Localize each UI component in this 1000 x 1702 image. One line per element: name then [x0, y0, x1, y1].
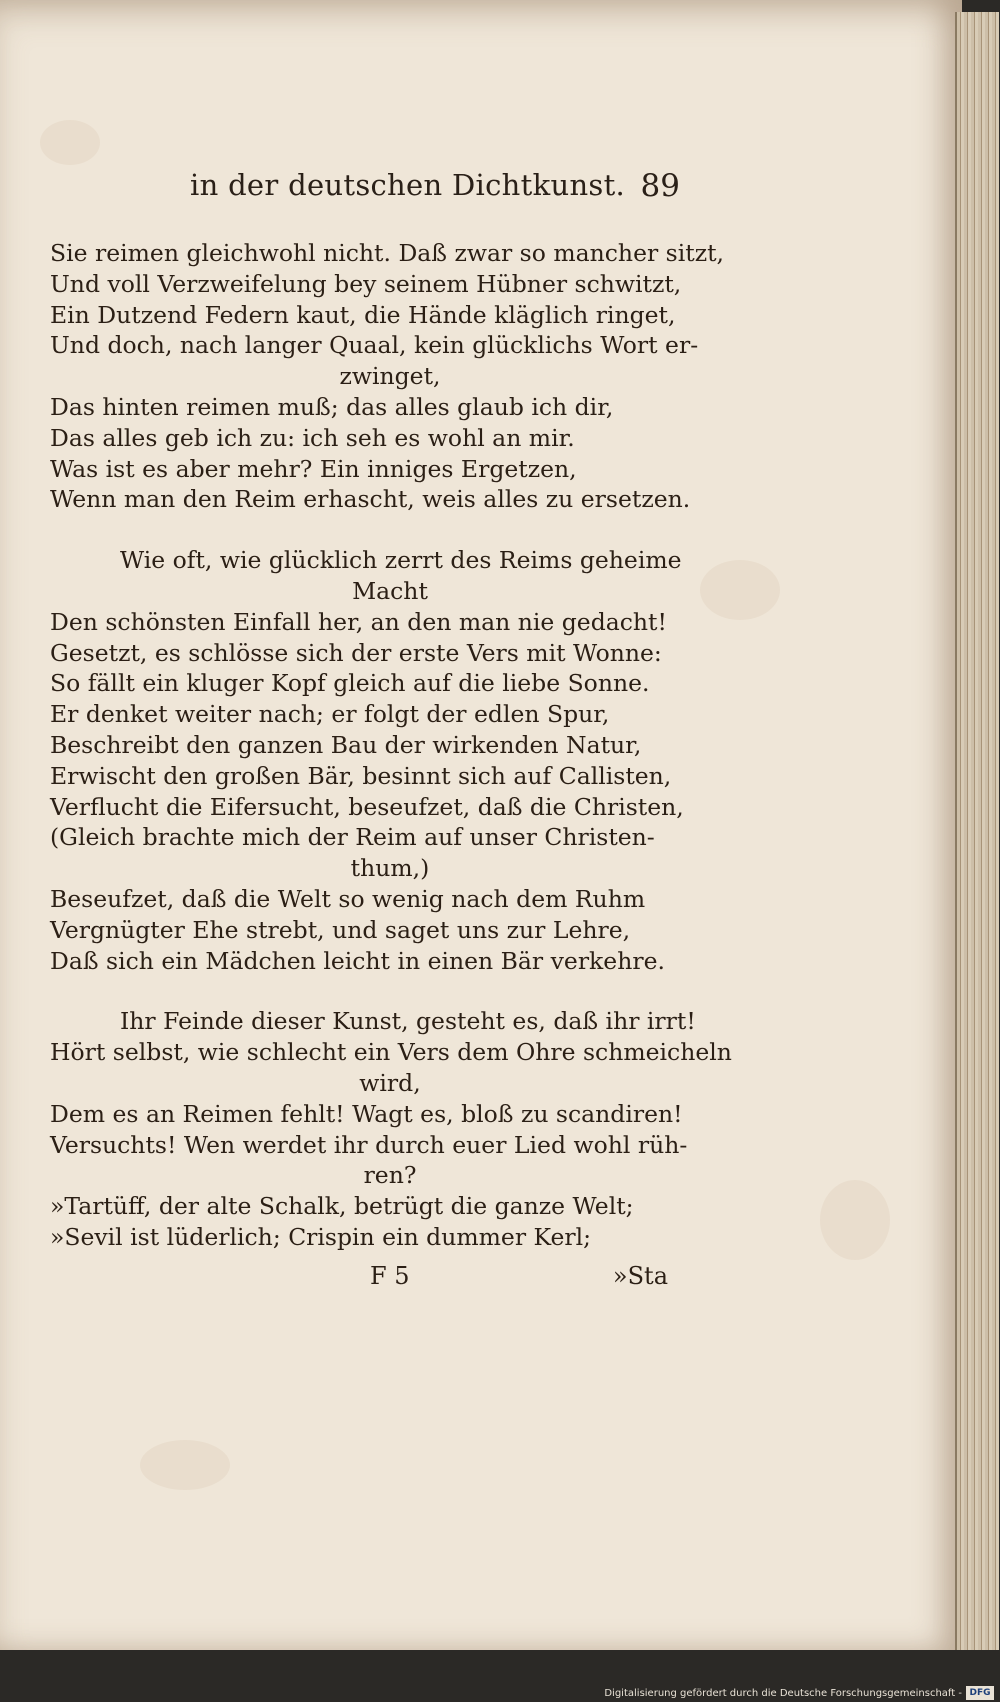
page-header: [190, 160, 680, 210]
verse-line: thum,): [350, 854, 430, 883]
verse-line: Was ist es aber mehr? Ein inniges Ergetzen,: [50, 454, 577, 483]
paper-stain: [140, 1440, 230, 1490]
verse-line: Den schönsten Einfall her, an den man nie gedacht!: [50, 607, 667, 636]
verse-line: Er denket weiter nach; er folgt der edlen Spur,: [50, 700, 610, 729]
verse-line: Verflucht die Eifersucht, beseufzet, daß die Christen,: [50, 792, 684, 821]
verse-line: ren?: [363, 1161, 417, 1190]
page-edge: [955, 12, 999, 1652]
stanza-gap: [50, 976, 690, 1006]
verse-line: »Sevil ist lüderlich; Crispin ein dummer Kerl;: [50, 1222, 592, 1251]
verse-line: Erwischt den großen Bär, besinnt sich auf Callisten,: [50, 761, 672, 790]
verse-line: Ihr Feinde dieser Kunst, gesteht es, daß ihr irrt!: [120, 1007, 696, 1036]
page-footer: [50, 1262, 668, 1296]
verse-line: Und doch, nach langer Quaal, kein glücklichs Wort er-: [50, 331, 699, 360]
verse-line: Beschreibt den ganzen Bau der wirkenden Natur,: [50, 730, 642, 759]
poem-text: [50, 238, 732, 1253]
verse-line: Dem es an Reimen fehlt! Wagt es, bloß zu scandiren!: [50, 1099, 683, 1128]
verse-line: (Gleich brachte mich der Reim auf unser Christen-: [50, 823, 655, 852]
verse-line: Das hinten reimen muß; das alles glaub ich dir,: [50, 392, 614, 421]
verse-line: Beseufzet, daß die Welt so wenig nach dem Ruhm: [50, 884, 646, 913]
verse-line: Wenn man den Reim erhascht, weis alles zu ersetzen.: [50, 485, 691, 514]
verse-line: Hört selbst, wie schlecht ein Vers dem Ohre schmeicheln: [50, 1038, 732, 1067]
verse-line: »Tartüff, der alte Schalk, betrügt die ganze Welt;: [50, 1192, 634, 1221]
verse-line: Sie reimen gleichwohl nicht. Daß zwar so mancher sitzt,: [50, 239, 724, 267]
verse-line: zwinget,: [339, 362, 441, 391]
stanza-gap: [50, 515, 690, 545]
dfg-logo: DFG: [966, 1686, 994, 1700]
verse-line: wird,: [359, 1068, 421, 1097]
verse-line: Ein Dutzend Federn kaut, die Hände kläglich ringet,: [50, 300, 676, 329]
verse-line: Und voll Verzweifelung bey seinem Hübner schwitzt,: [50, 269, 682, 298]
catchword: »Sta: [612, 1262, 668, 1290]
verse-line: Versuchts! Wen werdet ihr durch euer Lied wohl rüh-: [50, 1130, 688, 1159]
paper-stain: [40, 120, 100, 165]
verse-line: Daß sich ein Mädchen leicht in einen Bär verkehre.: [50, 946, 665, 975]
verse-line: Das alles geb ich zu: ich seh es wohl an mir.: [50, 423, 575, 452]
verse-line: Vergnügter Ehe strebt, und saget uns zur Lehre,: [50, 915, 631, 944]
digitization-credit: Digitalisierung gefördert durch die Deutsche Forschungsgemeinschaft -: [604, 1688, 962, 1699]
verse-line: So fällt ein kluger Kopf gleich auf die liebe Sonne.: [50, 669, 650, 698]
signature-mark: F 5: [370, 1262, 410, 1290]
verse-line: Macht: [352, 576, 428, 605]
running-head: in der deutschen Dichtkunst.: [190, 168, 626, 202]
verse-line: Wie oft, wie glücklich zerrt des Reims geheime: [120, 546, 682, 575]
paper-stain: [700, 560, 780, 620]
verse-line: Gesetzt, es schlösse sich der erste Vers mit Wonne:: [50, 638, 662, 667]
paper-stain: [820, 1180, 890, 1260]
page-number: 89: [640, 168, 680, 204]
